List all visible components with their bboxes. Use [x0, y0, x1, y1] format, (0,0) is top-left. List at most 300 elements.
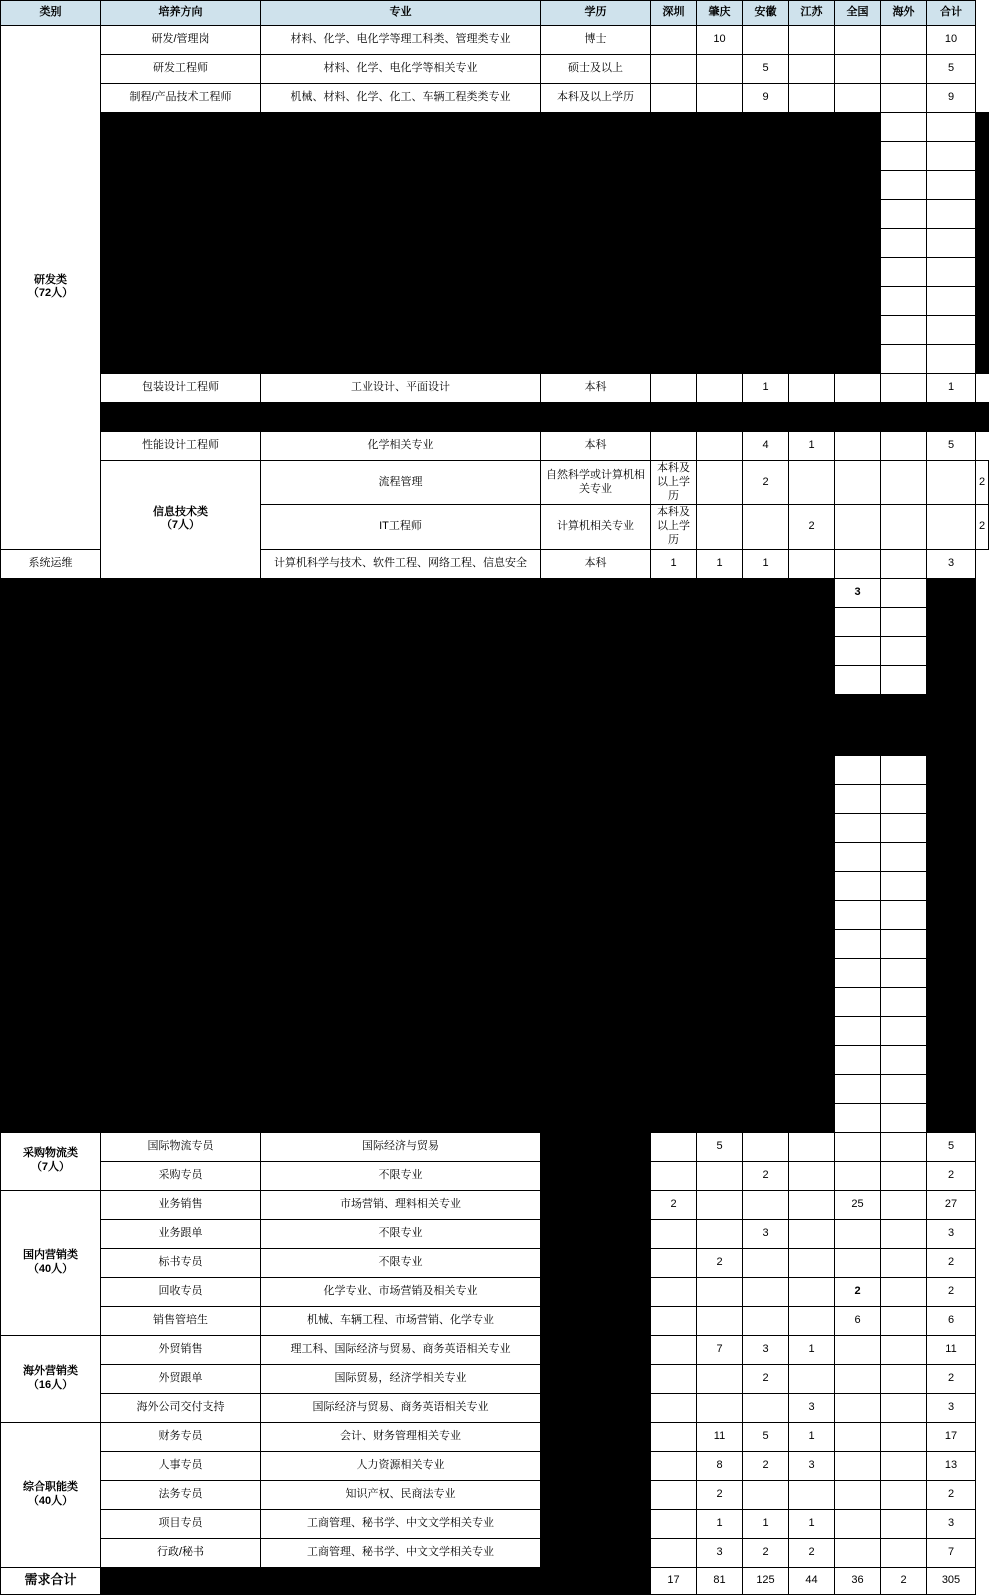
- count-national: [835, 549, 881, 578]
- count-shenzhen: [651, 374, 697, 403]
- redacted-cell: [651, 987, 697, 1016]
- redacted-cell: [927, 607, 976, 636]
- count-total: 13: [927, 1451, 976, 1480]
- redacted-cell: [101, 1567, 651, 1594]
- empty-cell-overseas: [881, 755, 927, 784]
- count-zhaoqing: [697, 1219, 743, 1248]
- empty-cell-national: [835, 1074, 881, 1103]
- count-shenzhen: [651, 1161, 697, 1190]
- table-row: [1, 1190, 989, 1219]
- count-total: 2: [927, 1248, 976, 1277]
- header-major: 专业: [261, 1, 541, 26]
- redacted-cell: [541, 1538, 651, 1567]
- direction-cell: 系统运维: [1, 549, 101, 578]
- redacted-row: [1, 1103, 989, 1132]
- empty-cell-overseas: [881, 958, 927, 987]
- count-jiangsu: [789, 1161, 835, 1190]
- direction-cell: 国际物流专员: [101, 1132, 261, 1161]
- count-overseas: [927, 461, 976, 505]
- count-zhaoqing: 2: [697, 1248, 743, 1277]
- count-shenzhen: [651, 1306, 697, 1335]
- direction-cell: 流程管理: [261, 461, 541, 505]
- redacted-cell: [651, 636, 697, 665]
- empty-cell-national: [881, 200, 927, 229]
- redacted-cell: [976, 113, 989, 142]
- redacted-cell: [651, 607, 697, 636]
- direction-cell: 采购专员: [101, 1161, 261, 1190]
- count-total: 2: [976, 505, 989, 549]
- redacted-cell: [976, 229, 989, 258]
- count-anhui: 3: [743, 1335, 789, 1364]
- empty-cell-national: [835, 987, 881, 1016]
- count-shenzhen: [651, 1132, 697, 1161]
- count-total: 6: [927, 1306, 976, 1335]
- count-jiangsu: 1: [789, 1509, 835, 1538]
- count-national: [835, 84, 881, 113]
- redacted-cell: [976, 171, 989, 200]
- count-national: [835, 1538, 881, 1567]
- category-label-rd: 研发类: [34, 273, 67, 286]
- empty-cell-overseas: [881, 987, 927, 1016]
- empty-cell-national: [835, 929, 881, 958]
- empty-cell-overseas: [927, 113, 976, 142]
- count-overseas: [881, 84, 927, 113]
- redacted-cell: [927, 987, 976, 1016]
- major-cell: 市场营销、理料相关专业: [261, 1190, 541, 1219]
- count-shenzhen: [697, 461, 743, 505]
- count-anhui: [743, 1306, 789, 1335]
- count-national: [835, 374, 881, 403]
- count-national: [835, 55, 881, 84]
- count-shenzhen: [651, 1509, 697, 1538]
- count-jiangsu: 3: [789, 1451, 835, 1480]
- redacted-cell: [927, 929, 976, 958]
- redacted-cell: [835, 316, 881, 345]
- count-overseas: [881, 432, 927, 461]
- redacted-cell: [101, 171, 697, 200]
- redacted-cell: [541, 1509, 651, 1538]
- major-cell: 化学专业、市场营销及相关专业: [261, 1277, 541, 1306]
- major-cell: 不限专业: [261, 1219, 541, 1248]
- category-cell-rd: [1, 26, 101, 550]
- total-all: 305: [927, 1567, 976, 1594]
- count-shenzhen: [651, 1248, 697, 1277]
- category-cell-general: [1, 1422, 101, 1567]
- count-jiangsu: [789, 55, 835, 84]
- redacted-cell: [1, 665, 651, 694]
- redacted-cell: [743, 142, 789, 171]
- redacted-cell: [927, 1103, 976, 1132]
- empty-cell-national: [835, 1045, 881, 1074]
- redacted-cell: [743, 636, 789, 665]
- redacted-cell: [835, 287, 881, 316]
- table-row: [1, 1538, 989, 1567]
- empty-cell-national: [835, 784, 881, 813]
- redacted-cell: [976, 345, 989, 374]
- redacted-cell: [651, 958, 697, 987]
- header-category: 类别: [1, 1, 101, 26]
- empty-cell-national: [835, 1016, 881, 1045]
- redacted-cell: [835, 171, 881, 200]
- count-zhaoqing: [697, 1393, 743, 1422]
- count-total: 27: [927, 1190, 976, 1219]
- redacted-row: [1, 316, 989, 345]
- total-label: 需求合计: [1, 1567, 101, 1594]
- major-cell: 自然科学或计算机相关专业: [541, 461, 651, 505]
- count-shenzhen: [697, 505, 743, 549]
- redacted-row: [1, 958, 989, 987]
- redacted-row: [1, 784, 989, 813]
- header-anhui: 安徽: [743, 1, 789, 26]
- count-zhaoqing: [697, 432, 743, 461]
- total-shenzhen: 17: [651, 1567, 697, 1594]
- redacted-cell: [789, 900, 835, 929]
- redacted-row: [1, 1045, 989, 1074]
- count-overseas: [881, 1538, 927, 1567]
- count-total: 2: [976, 461, 989, 505]
- redacted-row: [1, 929, 989, 958]
- redacted-cell: [1, 607, 651, 636]
- table-row: [1, 1364, 989, 1393]
- major-cell: 工商管理、秘书学、中文文学相关专业: [261, 1538, 541, 1567]
- count-total: 1: [927, 374, 976, 403]
- redacted-cell: [789, 813, 835, 842]
- empty-cell-national: [881, 258, 927, 287]
- empty-cell-overseas: [927, 171, 976, 200]
- category-label-overseas: 海外营销类: [23, 1364, 78, 1377]
- category-cell-overseas: [1, 1335, 101, 1422]
- redacted-row: [1, 345, 989, 374]
- major-cell: 知识产权、民商法专业: [261, 1480, 541, 1509]
- redacted-row: [1, 987, 989, 1016]
- count-shenzhen: [651, 1538, 697, 1567]
- count-zhaoqing: [697, 1190, 743, 1219]
- redacted-cell: [789, 345, 835, 374]
- redacted-cell: [697, 755, 743, 784]
- redacted-cell: [789, 287, 835, 316]
- count-jiangsu: [789, 1132, 835, 1161]
- count-overseas: [881, 374, 927, 403]
- redacted-cell: [789, 171, 835, 200]
- education-cell: 本科及以上学历: [651, 461, 697, 505]
- count-overseas: [881, 1248, 927, 1277]
- count-total: 3: [927, 1509, 976, 1538]
- redacted-cell: [743, 113, 789, 142]
- redacted-row: [1, 113, 989, 142]
- count-total: 7: [927, 1538, 976, 1567]
- empty-cell-overseas: [927, 287, 976, 316]
- count-total: 2: [927, 1277, 976, 1306]
- count-total: 3: [927, 549, 976, 578]
- count-overseas: [881, 1190, 927, 1219]
- count-total: 2: [927, 1161, 976, 1190]
- redacted-cell: [651, 1103, 697, 1132]
- count-zhaoqing: 8: [697, 1451, 743, 1480]
- redacted-cell: [927, 636, 976, 665]
- count-overseas: [881, 26, 927, 55]
- count-shenzhen: 1: [651, 549, 697, 578]
- redacted-cell: [789, 113, 835, 142]
- count-jiangsu: [789, 549, 835, 578]
- count-overseas: [881, 1335, 927, 1364]
- redacted-cell: [101, 142, 697, 171]
- table-row: [1, 1393, 989, 1422]
- count-overseas: [881, 1480, 927, 1509]
- count-overseas: [881, 1306, 927, 1335]
- count-jiangsu: [789, 26, 835, 55]
- header-total: 合计: [927, 1, 976, 26]
- category-cell-domestic: [1, 1190, 101, 1335]
- redacted-cell: [835, 142, 881, 171]
- empty-cell-national: [835, 958, 881, 987]
- education-cell: 本科: [541, 374, 651, 403]
- redacted-cell: [697, 636, 743, 665]
- count-zhaoqing: [697, 374, 743, 403]
- count-zhaoqing: 7: [697, 1335, 743, 1364]
- empty-cell-overseas: [881, 607, 927, 636]
- redacted-row: [1, 403, 989, 432]
- redacted-cell: [697, 200, 743, 229]
- count-total: 5: [927, 55, 976, 84]
- direction-cell: IT工程师: [261, 505, 541, 549]
- direction-cell: 标书专员: [101, 1248, 261, 1277]
- empty-cell-national: [835, 755, 881, 784]
- redacted-cell: [927, 1074, 976, 1103]
- redacted-cell: [789, 316, 835, 345]
- redacted-cell: [789, 142, 835, 171]
- major-cell: 机械、材料、化学、化工、车辆工程类类专业: [261, 84, 541, 113]
- empty-cell-national: [881, 171, 927, 200]
- redacted-cell: [1, 929, 651, 958]
- major-cell: 计算机科学与技术、软件工程、网络工程、信息安全: [261, 549, 541, 578]
- redacted-cell: [743, 1016, 789, 1045]
- count-anhui: [743, 1480, 789, 1509]
- redacted-cell: [789, 258, 835, 287]
- count-overseas: [881, 1451, 927, 1480]
- redacted-cell: [743, 987, 789, 1016]
- redacted-cell: [743, 813, 789, 842]
- count-jiangsu: [789, 1248, 835, 1277]
- redacted-cell: [541, 1161, 651, 1190]
- major-cell: 工商管理、秘书学、中文文学相关专业: [261, 1509, 541, 1538]
- redacted-cell: [697, 900, 743, 929]
- redacted-cell: [697, 665, 743, 694]
- count-shenzhen: [651, 1422, 697, 1451]
- table-row: [1, 1132, 989, 1161]
- count-total: 5: [927, 1132, 976, 1161]
- empty-cell-overseas: [881, 900, 927, 929]
- redacted-cell: [1, 636, 651, 665]
- redacted-cell: [697, 345, 743, 374]
- table-row: [1, 1335, 989, 1364]
- redacted-row: [1, 1074, 989, 1103]
- education-cell: 本科及以上学历: [651, 505, 697, 549]
- category-label-general: 综合职能类: [23, 1480, 78, 1493]
- category-cell-purchase: [1, 1132, 101, 1190]
- redacted-cell: [697, 258, 743, 287]
- empty-cell-national: [881, 316, 927, 345]
- redacted-cell: [697, 403, 743, 432]
- redacted-cell: [541, 1190, 651, 1219]
- count-national: [835, 1422, 881, 1451]
- count-total: 2: [927, 1480, 976, 1509]
- count-shenzhen: [651, 1364, 697, 1393]
- count-total: 17: [927, 1422, 976, 1451]
- major-cell: 材料、化学、电化学等理工科类、管理类专业: [261, 26, 541, 55]
- direction-cell: 制程/产品技术工程师: [101, 84, 261, 113]
- major-cell: 计算机相关专业: [541, 505, 651, 549]
- count-national: [835, 1480, 881, 1509]
- count-overseas: [881, 1161, 927, 1190]
- count-national: [835, 432, 881, 461]
- empty-cell-overseas: [881, 1045, 927, 1074]
- redacted-cell: [881, 403, 927, 432]
- empty-cell-overseas: [881, 578, 927, 607]
- count-national: [835, 1364, 881, 1393]
- redacted-row: [1, 578, 989, 607]
- major-cell: 国际经济与贸易、商务英语相关专业: [261, 1393, 541, 1422]
- count-anhui: 2: [789, 505, 835, 549]
- major-cell: 材料、化学、电化学等相关专业: [261, 55, 541, 84]
- redacted-cell: [789, 871, 835, 900]
- count-zhaoqing: [697, 55, 743, 84]
- table-row: [1, 84, 989, 113]
- redacted-cell: [927, 784, 976, 813]
- redacted-cell: [697, 113, 743, 142]
- count-anhui: 5: [743, 55, 789, 84]
- redacted-cell: [927, 1016, 976, 1045]
- category-count-purchase: （7人）: [30, 1161, 71, 1173]
- empty-cell-overseas: [927, 142, 976, 171]
- redacted-cell: [541, 1335, 651, 1364]
- empty-cell-overseas: [881, 842, 927, 871]
- redacted-cell: [789, 1016, 835, 1045]
- count-zhaoqing: 10: [697, 26, 743, 55]
- redacted-cell: [541, 1480, 651, 1509]
- count-zhaoqing: [743, 505, 789, 549]
- redacted-cell: [697, 871, 743, 900]
- empty-cell-overseas: [881, 813, 927, 842]
- empty-cell-overseas: [927, 200, 976, 229]
- count-national: [881, 461, 927, 505]
- count-jiangsu: [789, 1364, 835, 1393]
- category-count-rd: （72人）: [27, 287, 74, 300]
- redacted-cell: [697, 229, 743, 258]
- redacted-cell: [789, 607, 835, 636]
- count-zhaoqing: 1: [697, 1509, 743, 1538]
- table-row: [1, 1248, 989, 1277]
- count-national: [835, 1248, 881, 1277]
- count-anhui: 1: [743, 1509, 789, 1538]
- direction-cell: 财务专员: [101, 1422, 261, 1451]
- major-cell: 工业设计、平面设计: [261, 374, 541, 403]
- redacted-row: [1, 258, 989, 287]
- empty-cell-overseas: [881, 929, 927, 958]
- empty-cell-overseas: [881, 1074, 927, 1103]
- empty-cell-national: [835, 842, 881, 871]
- empty-cell-national: [835, 665, 881, 694]
- count-national: [835, 1509, 881, 1538]
- redacted-cell: [743, 200, 789, 229]
- category-count-it: （7人）: [160, 519, 201, 532]
- count-overseas: [881, 549, 927, 578]
- redacted-cell: [789, 987, 835, 1016]
- count-shenzhen: 2: [651, 1190, 697, 1219]
- count-anhui: 9: [743, 84, 789, 113]
- count-anhui: 1: [743, 374, 789, 403]
- redacted-cell: [1, 987, 651, 1016]
- redacted-cell: [697, 842, 743, 871]
- redacted-cell: [651, 665, 697, 694]
- redacted-cell: [835, 113, 881, 142]
- category-count-overseas: （16人）: [27, 1378, 74, 1391]
- redacted-cell: [541, 1219, 651, 1248]
- redacted-cell: [789, 958, 835, 987]
- empty-cell-overseas: [927, 258, 976, 287]
- count-anhui: [789, 461, 835, 505]
- category-cell-it: [101, 461, 261, 579]
- count-shenzhen: [651, 1335, 697, 1364]
- redacted-cell: [651, 813, 697, 842]
- redacted-cell: [927, 578, 976, 607]
- count-overseas: [881, 1509, 927, 1538]
- redacted-cell: [101, 287, 697, 316]
- direction-cell: 性能设计工程师: [101, 432, 261, 461]
- redacted-cell: [743, 316, 789, 345]
- count-total: 2: [927, 1364, 976, 1393]
- empty-cell-national: [881, 287, 927, 316]
- redacted-cell: [789, 200, 835, 229]
- table-header: [1, 1, 989, 26]
- direction-cell: 法务专员: [101, 1480, 261, 1509]
- redacted-cell: [541, 1422, 651, 1451]
- count-total: 11: [927, 1335, 976, 1364]
- redacted-cell: [697, 578, 743, 607]
- redacted-cell: [541, 1306, 651, 1335]
- empty-cell-overseas: [881, 665, 927, 694]
- count-national: 6: [835, 1306, 881, 1335]
- redacted-cell: [697, 1016, 743, 1045]
- total-anhui: 125: [743, 1567, 789, 1594]
- redacted-row: [1, 287, 989, 316]
- redacted-cell: [743, 229, 789, 258]
- count-total: 9: [927, 84, 976, 113]
- direction-cell: 包装设计工程师: [101, 374, 261, 403]
- count-national: [881, 505, 927, 549]
- redacted-cell: [697, 987, 743, 1016]
- redacted-cell: [1, 871, 651, 900]
- redacted-row: [1, 694, 989, 755]
- count-zhaoqing: 1: [697, 549, 743, 578]
- education-cell: 博士: [541, 26, 651, 55]
- redacted-cell: [651, 1045, 697, 1074]
- redacted-row: [1, 871, 989, 900]
- count-zhaoqing: 2: [743, 461, 789, 505]
- redacted-cell: [927, 755, 976, 784]
- category-label-purchase: 采购物流类: [23, 1147, 78, 1160]
- redacted-cell: [789, 1045, 835, 1074]
- redacted-row: [1, 665, 989, 694]
- redacted-cell: [697, 1103, 743, 1132]
- redacted-cell: [1, 1103, 651, 1132]
- redacted-row: [1, 900, 989, 929]
- count-national: 2: [835, 1277, 881, 1306]
- redacted-cell: [927, 1045, 976, 1074]
- redacted-cell: [789, 636, 835, 665]
- count-national: 3: [835, 578, 881, 607]
- direction-cell: 研发/管理岗: [101, 26, 261, 55]
- redacted-cell: [789, 784, 835, 813]
